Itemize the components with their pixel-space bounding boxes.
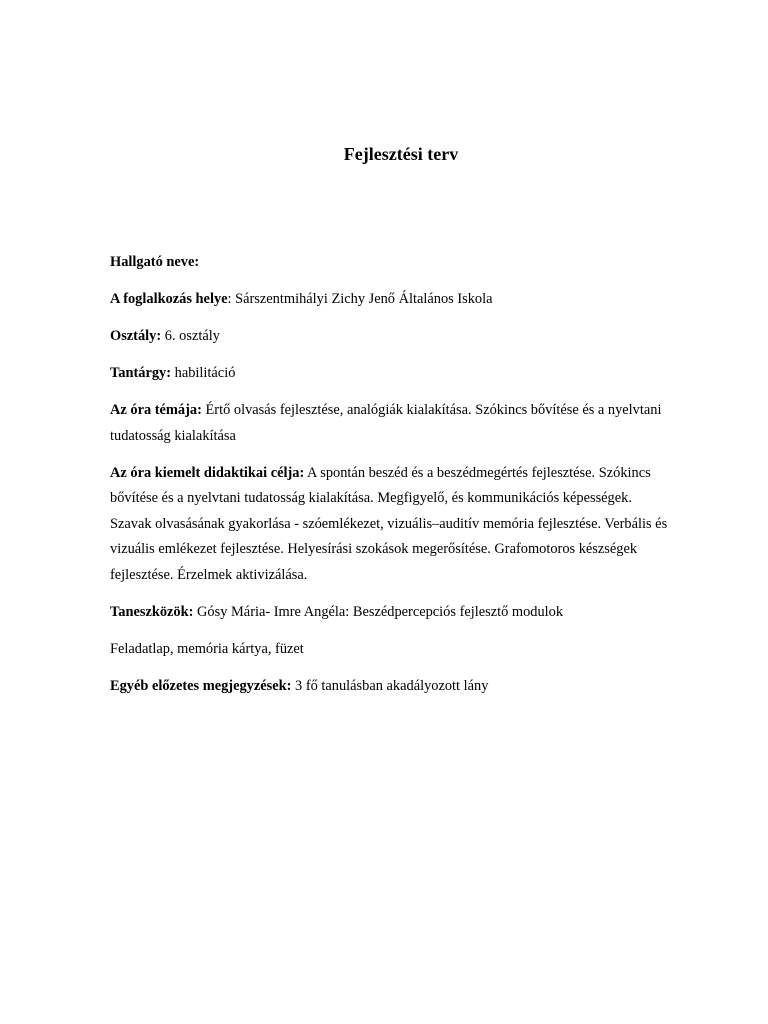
field-value: Gósy Mária- Imre Angéla: Beszédpercepciós fejlesztő modulok [193, 603, 564, 620]
field-label: Egyéb előzetes megjegyzések: [110, 677, 292, 694]
field-label: Az óra témája: [110, 402, 202, 418]
field-label: Hallgató neve: [110, 254, 200, 270]
field-value: 6. osztály [161, 328, 220, 344]
document-body [110, 250, 670, 711]
field-label: Osztály: [110, 328, 162, 344]
field-label: Taneszközök: [110, 603, 194, 620]
field-topic [110, 398, 670, 449]
field-didactic-goal [110, 461, 670, 589]
field-notes [110, 674, 670, 700]
field-label: Tantárgy: [110, 365, 172, 381]
field-value: : Sárszentmihályi Zichy Jenő Általános Iskola [227, 291, 493, 307]
field-tools [110, 600, 670, 626]
field-value: Feladatlap, memória kártya, füzet [110, 640, 304, 657]
field-location [110, 287, 670, 313]
field-class [110, 324, 670, 350]
field-student-name [110, 250, 670, 276]
field-value: habilitáció [171, 365, 236, 381]
page-title: Fejlesztési terv [343, 144, 459, 164]
field-value: A spontán beszéd és a beszédmegértés fejlesztése. Szókincs bővítése és a nyelvtani tudatosság kialakítása. Megfigyelő, és kommunikációs képességek. Szavak olvasásának gyakorlása - szóemlékezet, vizuális–auditív memória fejlesztése. Verbális és vizuális emlékezet fejlesztése. Helyesírási szokások megerősítése. Grafomotoros készségek fejlesztése. Érzelmek aktivizálása. [110, 464, 668, 583]
field-value: Értő olvasás fejlesztése, analógiák kialakítása. Szókincs bővítése és a nyelvtani tudatosság kialakítása [110, 402, 662, 444]
field-materials [110, 637, 670, 663]
field-label: A foglalkozás helye [110, 291, 228, 307]
field-subject [110, 361, 670, 387]
field-value: 3 fő tanulásban akadályozott lány [291, 677, 489, 694]
field-label: Az óra kiemelt didaktikai célja: [110, 464, 305, 481]
